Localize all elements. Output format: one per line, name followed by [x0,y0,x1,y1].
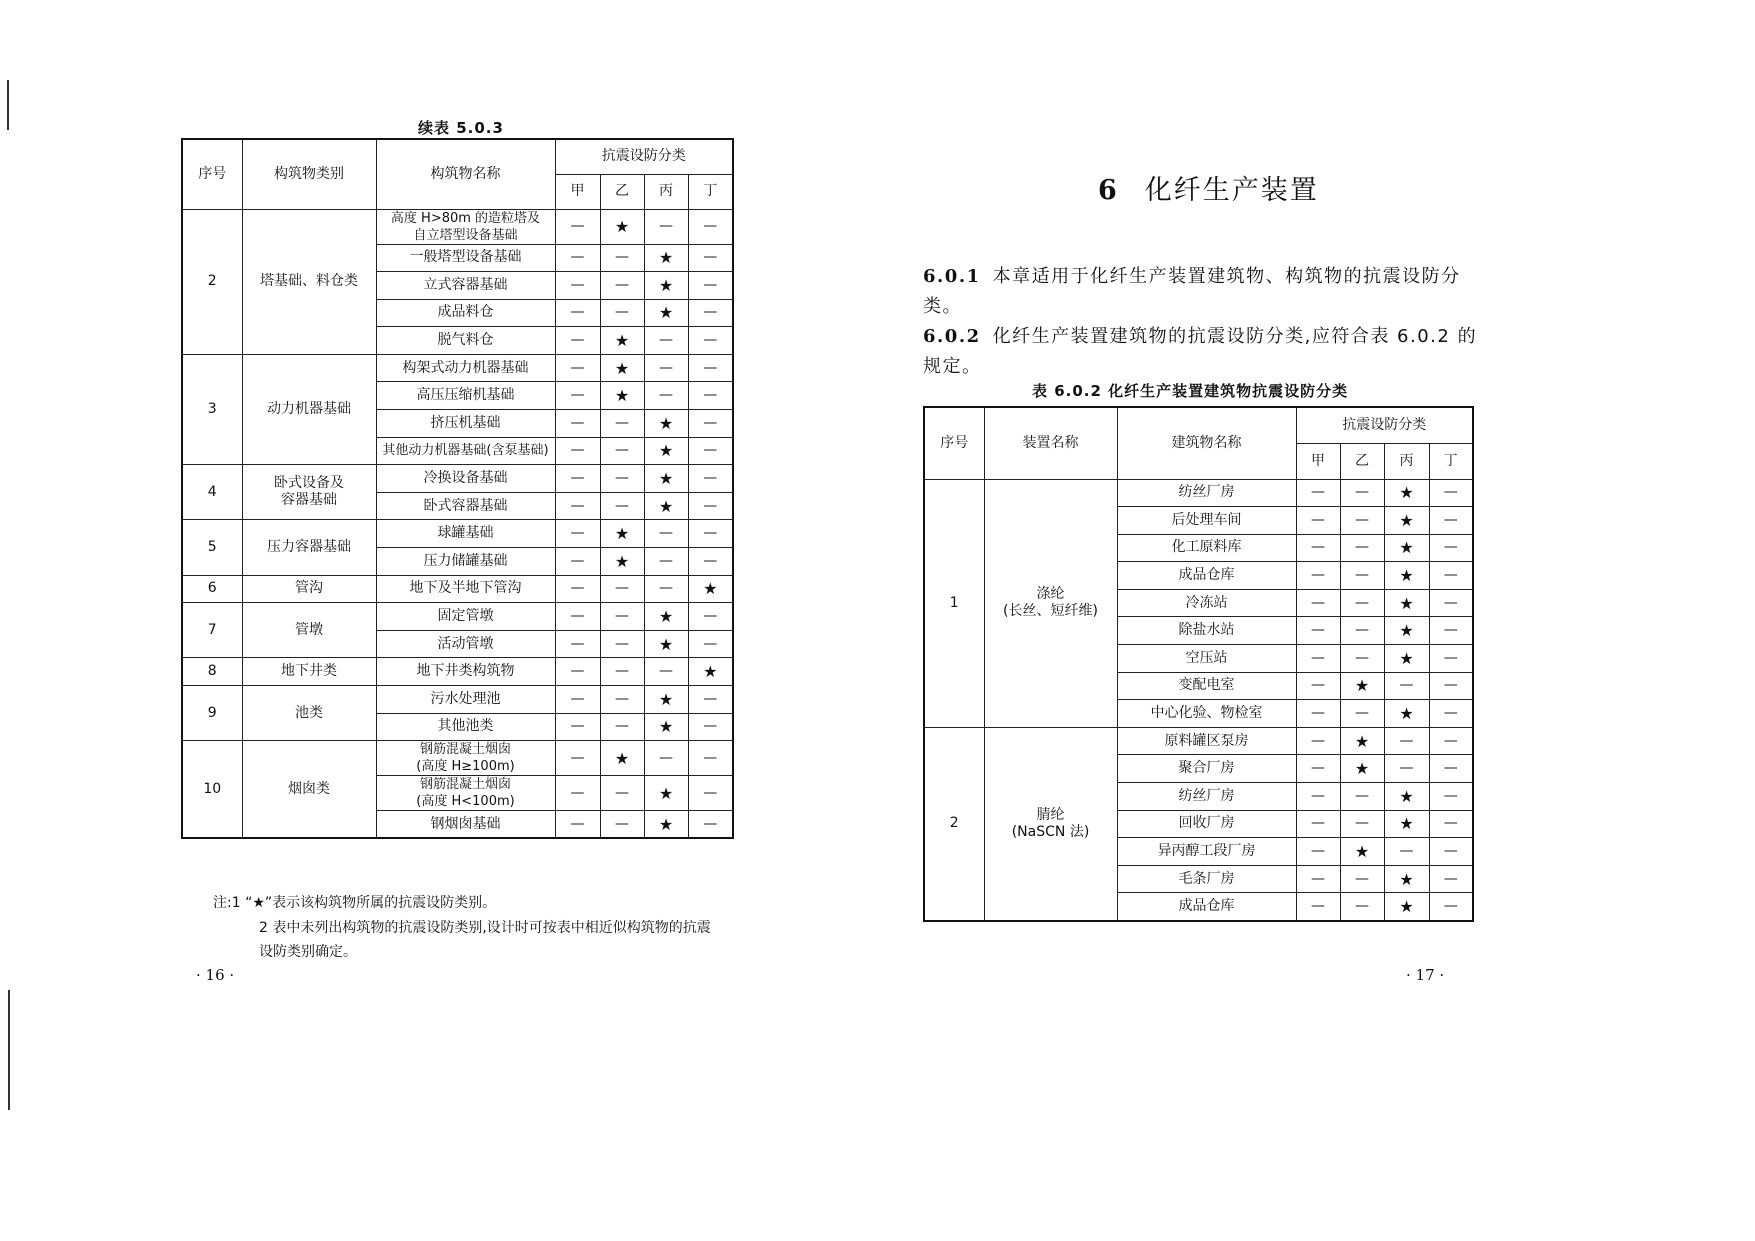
structure-name: 毛条厂房 [1117,865,1296,893]
star-mark: ★ [644,244,688,272]
structure-name: 其他池类 [376,713,555,741]
structure-name: 钢烟囱基础 [376,811,555,839]
table-row [182,603,733,631]
page-number: · 17 · [1406,966,1445,984]
dash-mark: — [1384,755,1429,783]
star-mark: ★ [644,776,688,811]
table-row [182,686,733,714]
row-category: 烟囱类 [242,741,376,839]
dash-mark: — [600,713,644,741]
star-mark: ★ [600,382,644,410]
structure-name: 钢筋混凝土烟囱 (高度 H≥100m) [376,741,555,776]
structure-name: 变配电室 [1117,672,1296,700]
dash-mark: — [688,410,733,438]
star-mark: ★ [600,354,644,382]
dash-mark: — [555,209,600,244]
clause-number: 6.0.2 [923,326,981,347]
star-mark: ★ [1340,838,1384,866]
structure-name: 挤压机基础 [376,410,555,438]
dash-mark: — [600,575,644,603]
dash-mark: — [688,630,733,658]
dash-mark: — [1429,507,1473,535]
dash-mark: — [600,811,644,839]
dash-mark: — [555,630,600,658]
dash-mark: — [688,382,733,410]
page-number: · 16 · [196,966,235,984]
dash-mark: — [1384,672,1429,700]
table-row [924,479,1473,507]
structure-name: 立式容器基础 [376,272,555,300]
dash-mark: — [1340,783,1384,811]
dash-mark: — [1296,617,1340,645]
dash-mark: — [555,603,600,631]
structure-name: 其他动力机器基础(含泵基础) [376,437,555,465]
star-mark: ★ [1340,755,1384,783]
dash-mark: — [555,437,600,465]
table-note: 2 表中未列出构筑物的抗震设防类别,设计时可按表中相近似构筑物的抗震 [259,920,711,936]
star-mark: ★ [1384,617,1429,645]
structure-name: 成品料仓 [376,299,555,327]
star-mark: ★ [600,741,644,776]
header-class: 丙 [1384,443,1429,479]
dash-mark: — [688,548,733,576]
dash-mark: — [1429,865,1473,893]
header-class: 丙 [644,174,688,209]
structure-name: 构架式动力机器基础 [376,354,555,382]
dash-mark: — [688,686,733,714]
dash-mark: — [644,327,688,355]
dash-mark: — [688,209,733,244]
table-caption: 续表 5.0.3 [418,119,504,137]
row-unit: 腈纶 (NaSCN 法) [984,727,1117,920]
star-mark: ★ [600,520,644,548]
structure-name: 回收厂房 [1117,810,1296,838]
dash-mark: — [600,244,644,272]
dash-mark: — [555,410,600,438]
structure-name: 化工原料库 [1117,534,1296,562]
classification-table [923,406,1474,922]
clause-6-0-1 [923,262,1461,288]
dash-mark: — [1340,617,1384,645]
structure-name: 冷换设备基础 [376,465,555,493]
dash-mark: — [644,209,688,244]
star-mark: ★ [600,548,644,576]
structure-name: 压力储罐基础 [376,548,555,576]
dash-mark: — [1296,783,1340,811]
star-mark: ★ [644,811,688,839]
star-mark: ★ [688,575,733,603]
right-page [878,0,1755,1241]
dash-mark: — [555,465,600,493]
dash-mark: — [1429,534,1473,562]
structure-name: 空压站 [1117,645,1296,673]
row-number: 3 [182,354,242,464]
dash-mark: — [1296,479,1340,507]
dash-mark: — [1340,645,1384,673]
star-mark: ★ [1384,783,1429,811]
chapter-number: 6 [1098,175,1119,206]
dash-mark: — [1340,479,1384,507]
structure-name: 活动管墩 [376,630,555,658]
star-mark: ★ [600,327,644,355]
dash-mark: — [555,244,600,272]
scan-edge-mark [7,80,9,130]
header-class: 丁 [1429,443,1473,479]
dash-mark: — [1296,755,1340,783]
star-mark: ★ [1340,727,1384,755]
dash-mark: — [688,603,733,631]
dash-mark: — [1429,810,1473,838]
structure-name: 脱气料仓 [376,327,555,355]
table-row [182,465,733,493]
dash-mark: — [555,382,600,410]
dash-mark: — [1296,562,1340,590]
dash-mark: — [688,272,733,300]
dash-mark: — [600,630,644,658]
dash-mark: — [555,520,600,548]
clause-6-0-2 [923,322,1477,348]
dash-mark: — [644,354,688,382]
dash-mark: — [688,437,733,465]
header-row [182,139,733,174]
star-mark: ★ [1384,507,1429,535]
table-row [924,727,1473,755]
structure-name: 冷冻站 [1117,589,1296,617]
dash-mark: — [1429,562,1473,590]
structure-name: 成品仓库 [1117,562,1296,590]
structure-name: 地下及半地下管沟 [376,575,555,603]
dash-mark: — [1429,838,1473,866]
table-row [182,354,733,382]
dash-mark: — [1340,700,1384,728]
header-classification: 抗震设防分类 [1296,407,1473,443]
star-mark: ★ [644,603,688,631]
dash-mark: — [600,410,644,438]
star-mark: ★ [1384,893,1429,921]
dash-mark: — [688,520,733,548]
dash-mark: — [555,327,600,355]
dash-mark: — [555,713,600,741]
dash-mark: — [555,686,600,714]
dash-mark: — [555,776,600,811]
dash-mark: — [1296,589,1340,617]
dash-mark: — [1429,700,1473,728]
structure-name: 污水处理池 [376,686,555,714]
dash-mark: — [1429,645,1473,673]
dash-mark: — [1384,838,1429,866]
dash-mark: — [1340,893,1384,921]
dash-mark: — [1384,727,1429,755]
row-category: 卧式设备及 容器基础 [242,465,376,520]
dash-mark: — [1340,507,1384,535]
structure-name: 聚合厂房 [1117,755,1296,783]
dash-mark: — [1429,617,1473,645]
dash-mark: — [600,686,644,714]
star-mark: ★ [1384,700,1429,728]
row-number: 9 [182,686,242,741]
header-no: 序号 [182,139,242,209]
star-mark: ★ [1384,865,1429,893]
dash-mark: — [1429,479,1473,507]
dash-mark: — [1340,534,1384,562]
classification-table [181,138,734,839]
dash-mark: — [1429,755,1473,783]
dash-mark: — [1296,672,1340,700]
dash-mark: — [600,603,644,631]
table-row [182,209,733,244]
structure-name: 中心化验、物检室 [1117,700,1296,728]
dash-mark: — [1296,810,1340,838]
star-mark: ★ [600,209,644,244]
dash-mark: — [688,492,733,520]
dash-mark: — [555,548,600,576]
dash-mark: — [555,272,600,300]
header-category: 构筑物类别 [242,139,376,209]
table-row [182,520,733,548]
star-mark: ★ [644,713,688,741]
table-caption: 表 6.0.2 化纤生产装置建筑物抗震设防分类 [1032,382,1349,400]
row-category: 地下井类 [242,658,376,686]
dash-mark: — [1340,562,1384,590]
chapter-title-text: 化纤生产装置 [1144,175,1319,206]
header-unit: 装置名称 [984,407,1117,479]
star-mark: ★ [644,465,688,493]
row-category: 管沟 [242,575,376,603]
row-number: 2 [182,209,242,354]
header-class: 甲 [1296,443,1340,479]
row-number: 7 [182,603,242,658]
dash-mark: — [688,713,733,741]
header-class: 乙 [600,174,644,209]
dash-mark: — [688,299,733,327]
clause-text: 本章适用于化纤生产装置建筑物、构筑物的抗震设防分 [992,266,1461,287]
star-mark: ★ [1384,645,1429,673]
dash-mark: — [688,354,733,382]
structure-name: 球罐基础 [376,520,555,548]
dash-mark: — [600,465,644,493]
dash-mark: — [1296,507,1340,535]
dash-mark: — [644,548,688,576]
row-number: 2 [924,727,984,920]
clause-text: 化纤生产装置建筑物的抗震设防分类,应符合表 6.0.2 的 [992,326,1478,347]
structure-name: 原料罐区泵房 [1117,727,1296,755]
dash-mark: — [1429,727,1473,755]
star-mark: ★ [1384,810,1429,838]
structure-name: 钢筋混凝土烟囱 (高度 H<100m) [376,776,555,811]
table-note: 注:1 “★”表示该构筑物所属的抗震设防类别。 [213,895,497,911]
dash-mark: — [555,811,600,839]
header-no: 序号 [924,407,984,479]
row-category: 池类 [242,686,376,741]
row-category: 动力机器基础 [242,354,376,464]
dash-mark: — [555,575,600,603]
structure-name: 成品仓库 [1117,893,1296,921]
dash-mark: — [1429,893,1473,921]
dash-mark: — [688,465,733,493]
dash-mark: — [688,776,733,811]
star-mark: ★ [688,658,733,686]
header-class: 乙 [1340,443,1384,479]
structure-name: 纺丝厂房 [1117,479,1296,507]
dash-mark: — [1296,727,1340,755]
dash-mark: — [1340,589,1384,617]
dash-mark: — [1429,783,1473,811]
star-mark: ★ [1384,534,1429,562]
chapter-title [1098,168,1319,207]
dash-mark: — [600,272,644,300]
dash-mark: — [1296,865,1340,893]
dash-mark: — [600,437,644,465]
dash-mark: — [555,354,600,382]
structure-name: 除盐水站 [1117,617,1296,645]
dash-mark: — [1296,838,1340,866]
header-row [924,407,1473,443]
star-mark: ★ [1384,479,1429,507]
dash-mark: — [600,776,644,811]
table-row [182,741,733,776]
dash-mark: — [1296,534,1340,562]
dash-mark: — [1340,865,1384,893]
row-number: 5 [182,520,242,575]
structure-name: 高压压缩机基础 [376,382,555,410]
dash-mark: — [1296,893,1340,921]
dash-mark: — [1340,810,1384,838]
row-number: 8 [182,658,242,686]
structure-name: 地下井类构筑物 [376,658,555,686]
dash-mark: — [555,658,600,686]
structure-name: 固定管墩 [376,603,555,631]
dash-mark: — [555,492,600,520]
row-number: 10 [182,741,242,839]
dash-mark: — [644,658,688,686]
row-category: 压力容器基础 [242,520,376,575]
structure-name: 纺丝厂房 [1117,783,1296,811]
star-mark: ★ [644,272,688,300]
table-row [182,575,733,603]
structure-name: 高度 H>80m 的造粒塔及 自立塔型设备基础 [376,209,555,244]
scan-edge-mark [8,990,10,1110]
dash-mark: — [1429,672,1473,700]
row-unit: 涤纶 (长丝、短纤维) [984,479,1117,727]
dash-mark: — [688,811,733,839]
dash-mark: — [555,299,600,327]
header-class: 丁 [688,174,733,209]
dash-mark: — [1429,589,1473,617]
dash-mark: — [644,575,688,603]
row-number: 6 [182,575,242,603]
table-note: 设防类别确定。 [259,944,357,960]
clause-continuation: 类。 [923,296,962,317]
star-mark: ★ [644,686,688,714]
star-mark: ★ [1384,589,1429,617]
clause-continuation: 规定。 [923,356,982,377]
row-number: 1 [924,479,984,727]
star-mark: ★ [1384,562,1429,590]
structure-name: 异丙醇工段厂房 [1117,838,1296,866]
structure-name: 一般塔型设备基础 [376,244,555,272]
star-mark: ★ [644,492,688,520]
dash-mark: — [1296,700,1340,728]
star-mark: ★ [1340,672,1384,700]
structure-name: 卧式容器基础 [376,492,555,520]
dash-mark: — [688,244,733,272]
structure-name: 后处理车间 [1117,507,1296,535]
dash-mark: — [600,492,644,520]
star-mark: ★ [644,410,688,438]
table-row [182,658,733,686]
star-mark: ★ [644,437,688,465]
dash-mark: — [688,741,733,776]
header-class: 甲 [555,174,600,209]
row-category: 管墩 [242,603,376,658]
dash-mark: — [644,520,688,548]
clause-number: 6.0.1 [923,266,981,287]
dash-mark: — [644,741,688,776]
row-number: 4 [182,465,242,520]
dash-mark: — [644,382,688,410]
header-name: 建筑物名称 [1117,407,1296,479]
star-mark: ★ [644,299,688,327]
dash-mark: — [688,327,733,355]
dash-mark: — [600,658,644,686]
header-name: 构筑物名称 [376,139,555,209]
row-category: 塔基础、料仓类 [242,209,376,354]
dash-mark: — [600,299,644,327]
star-mark: ★ [644,630,688,658]
dash-mark: — [555,741,600,776]
dash-mark: — [1296,645,1340,673]
header-classification: 抗震设防分类 [555,139,733,174]
